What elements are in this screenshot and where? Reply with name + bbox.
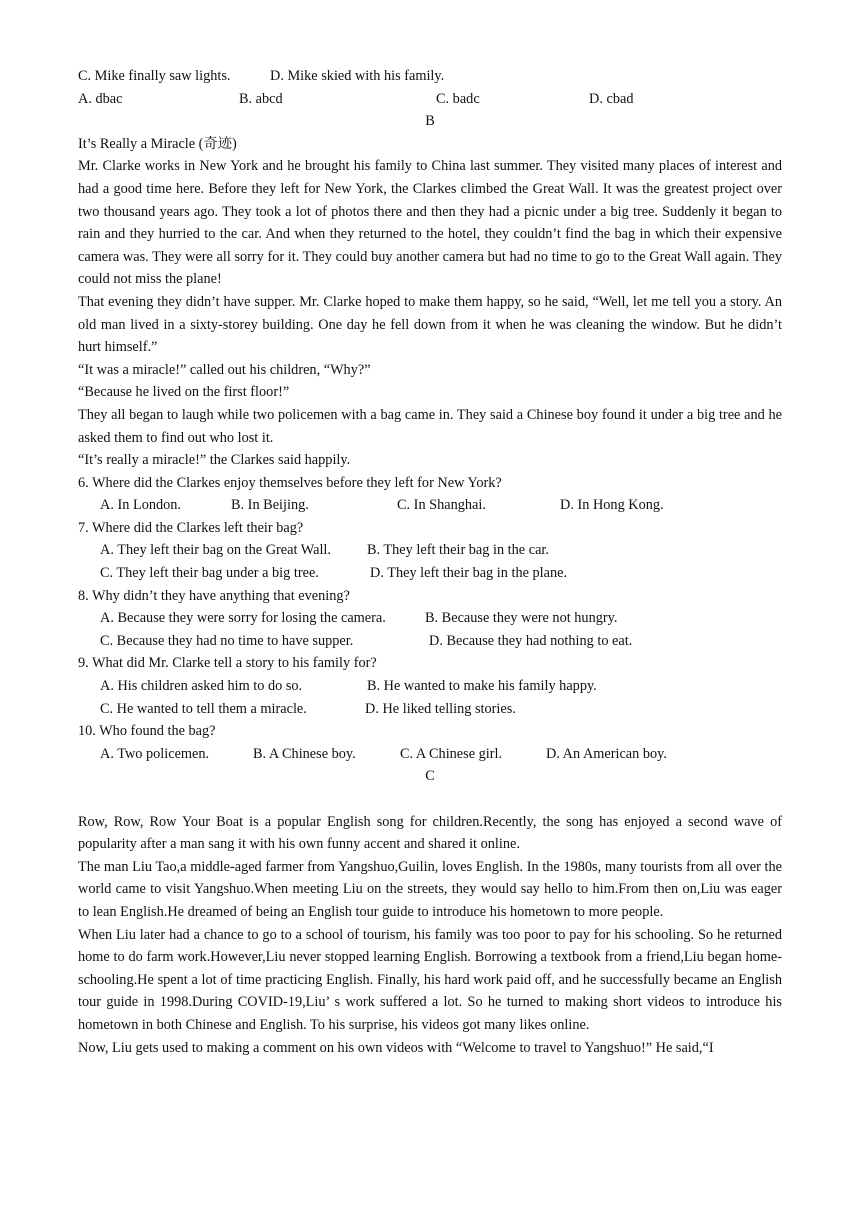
question-7: 7. Where did the Clarkes left their bag?	[78, 519, 304, 536]
section-b-paragraph-4: “Because he lived on the first floor!”	[78, 384, 290, 401]
question-8-options-row-1	[78, 607, 782, 630]
option-d: D. Mike skied with his family.	[270, 68, 445, 84]
q6-option-b: B. In Beijing.	[231, 497, 309, 514]
section-b-letter: B	[425, 113, 435, 130]
q7-option-c: C. They left their bag under a big tree.	[100, 565, 319, 582]
q8-option-d: D. Because they had nothing to eat.	[429, 632, 633, 649]
section-c-letter: C	[425, 768, 435, 785]
answer-c: C. badc	[436, 90, 480, 107]
section-b-paragraph-5: They all began to laugh while two policemen with a bag came in. They said a Chinese boy found it under a big tree and he asked them to find out who lost it.	[78, 406, 782, 446]
answer-options-row	[78, 88, 782, 111]
question-10-options	[78, 743, 782, 766]
q7-option-d: D. They left their bag in the plane.	[370, 565, 568, 582]
q10-option-b: B. A Chinese boy.	[253, 745, 356, 762]
q6-option-d: D. In Hong Kong.	[560, 497, 664, 514]
q6-option-a: A. In London.	[100, 497, 182, 514]
answer-a: A. dbac	[78, 90, 123, 107]
q8-option-c: C. Because they had no time to have supper.	[100, 632, 354, 649]
question-8-options-row-2	[78, 630, 782, 653]
option-c: C. Mike finally saw lights.	[78, 68, 231, 84]
section-b-paragraph-1: Mr. Clarke works in New York and he brought his family to China last summer. They visited many places of interest and had a good time here. Before they left for New York, the Clarkes climbed the Great Wall. It was the greatest project over two thousand years ago. They took a lot of photos there and then they had a picnic under a big tree. Suddenly it began to rain and they hurried to the car. And when they returned to the hotel, they couldn’t find the bag in which their expensive camera was. They were all sorry for it. They could buy another camera but had no time to go to the Great Wall again. They could not miss the plane!	[78, 158, 782, 288]
section-b-paragraph-3: “It was a miracle!” called out his children, “Why?”	[78, 361, 371, 378]
q10-option-d: D. An American boy.	[546, 745, 667, 762]
document-page	[78, 65, 782, 1059]
q9-option-a: A. His children asked him to do so.	[100, 678, 303, 695]
section-b-paragraph-2: That evening they didn’t have supper. Mr. Clarke hoped to make them happy, so he said, “Well, let me tell you a story. An old man lived in a sixty-storey building. One day he fell down from it when he was cleaning the window. But he didn’t hurt himself.”	[78, 293, 782, 356]
options-row-top	[78, 65, 782, 88]
question-7-options-row-1	[78, 539, 782, 562]
section-c-paragraph-1: Row, Row, Row Your Boat is a popular English song for children.Recently, the song has enjoyed a second wave of popularity after a man sang it with his own funny accent and shared it online.	[78, 813, 782, 853]
answer-b: B. abcd	[239, 90, 283, 107]
q8-option-a: A. Because they were sorry for losing the camera.	[100, 610, 386, 627]
question-8: 8. Why didn’t they have anything that evening?	[78, 587, 350, 604]
blank-line	[78, 788, 782, 811]
question-10: 10. Who found the bag?	[78, 723, 216, 740]
q9-option-d: D. He liked telling stories.	[365, 700, 516, 717]
question-6: 6. Where did the Clarkes enjoy themselves before they left for New York?	[78, 474, 502, 491]
q7-option-a: A. They left their bag on the Great Wall.	[100, 542, 331, 559]
section-c-paragraph-3: When Liu later had a chance to go to a school of tourism, his family was too poor to pay for his schooling. So he returned home to do farm work.However,Liu never stopped learning English. Borrowing a textbook from a friend,Liu began home-schooling.He spent a lot of time practicing English. Finally, his hard work paid off, and he successfully became an English tour guide in 1998.During COVID-19,Liu’ s work suffered a lot. So he turned to making short videos to introduce his hometown in both Chinese and English. To his surprise, his videos got many likes online.	[78, 926, 782, 1033]
section-c-paragraph-2: The man Liu Tao,a middle-aged farmer from Yangshuo,Guilin, loves English. In the 1980s, many tourists from all over the world came to visit Yangshuo.When meeting Liu on the streets, they would say hello to him.From then on,Liu was eager to lean English.He dreamed of being an English tour guide to introduce his hometown to more people.	[78, 858, 782, 920]
q6-option-c: C. In Shanghai.	[397, 497, 486, 514]
q7-option-b: B. They left their bag in the car.	[367, 542, 549, 559]
question-9-options-row-1	[78, 675, 782, 698]
question-7-options-row-2	[78, 562, 782, 585]
question-9: 9. What did Mr. Clarke tell a story to his family for?	[78, 655, 377, 672]
answer-d: D. cbad	[589, 90, 634, 107]
section-b-title: It’s Really a Miracle (奇迹)	[78, 135, 237, 152]
section-c-paragraph-4: Now, Liu gets used to making a comment on his own videos with “Welcome to travel to Yangshuo!” He said,“I	[78, 1039, 714, 1056]
question-9-options-row-2	[78, 698, 782, 721]
q9-option-b: B. He wanted to make his family happy.	[367, 678, 597, 695]
q10-option-a: A. Two policemen.	[100, 745, 210, 762]
question-6-options	[78, 494, 782, 517]
q9-option-c: C. He wanted to tell them a miracle.	[100, 700, 307, 717]
section-b-paragraph-6: “It’s really a miracle!” the Clarkes said happily.	[78, 452, 351, 469]
q10-option-c: C. A Chinese girl.	[400, 745, 503, 762]
q8-option-b: B. Because they were not hungry.	[425, 610, 618, 627]
